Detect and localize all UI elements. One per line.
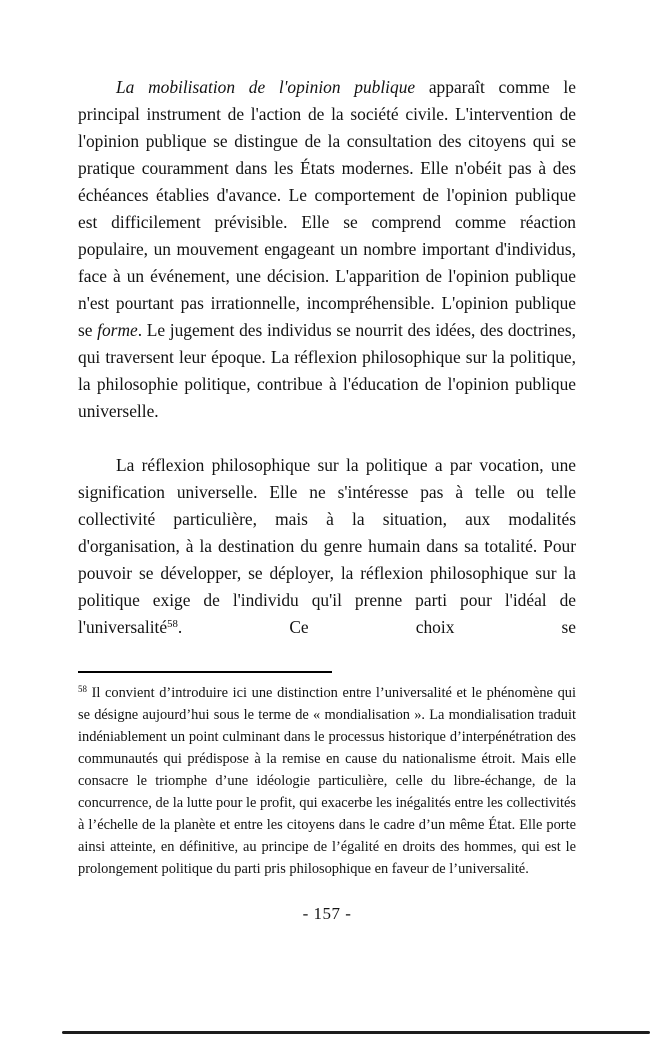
body-text: . Ce choix se	[177, 617, 576, 637]
paragraph-1	[78, 74, 576, 425]
body-text: . Le jugement des individus se nourrit des idées, des doctrines, qui traversent leur époque. La réflexion philosophique sur la politique, la philosophie politique, contribue à l'éducation de l'opinion publique universelle.	[78, 320, 576, 421]
footnote-58	[78, 682, 576, 880]
footnote-number: 58	[78, 684, 87, 695]
paragraph-2	[78, 452, 576, 641]
footnote-reference: 58	[167, 618, 178, 631]
body-text: apparaît comme le principal instrument de l'action de la société civile. L'intervention de l'opinion publique se distingue de la consultation des citoyens qui se pratique couramment dans les États modernes. Elle n'obéit pas à des échéances établies d'avance. Le comportement de l'opinion publique est difficilement prévisible. Elle se comprend comme réaction populaire, un mouvement engageant un nombre important d'individus, face à un événement, une décision. L'apparition de l'opinion publique n'est pourtant pas irrationnelle, incompréhensible. L'opinion publique se	[78, 77, 576, 340]
body-text: La réflexion philosophique sur la politique a par vocation, une signification universelle. Elle ne s'intéresse pas à telle ou telle collectivité particulière, mais à la situation, aux modalités d'organisation, à la destination du genre humain dans sa totalité. Pour pouvoir se développer, se déployer, la réflexion philosophique sur la politique exige de l'individu qu'il prenne parti pour l'idéal de l'universalité	[78, 455, 576, 637]
page-number: - 157 -	[302, 904, 352, 923]
italic-phrase: La mobilisation de l'opinion publique	[116, 77, 416, 97]
scan-artifact-line	[62, 1031, 650, 1034]
footnote-separator-rule	[78, 671, 332, 673]
italic-word: forme	[97, 320, 138, 340]
footnote-text: Il convient d’introduire ici une distinction entre l’universalité et le phénomène qui se désigne aujourd’hui sous le terme de « mondialisation ». La mondialisation traduit indéniablement un point culminant dans le processus historique d’interpénétration des communautés qui prédispose à la remise en cause du nationalisme étroit. Mais elle consacre le triomphe d’une idéologie particulière, celle du libre-échange, de la concurrence, de la lutte pour le profit, qui exacerbe les inégalités entre les collectivités à l’échelle de la planète et entre les citoyens dans le cadre d’un même État. Elle porte ainsi atteinte, en définitive, au principe de l’égalité en droits des hommes, qui est le prolongement politique du parti pris philosophique en faveur de l’universalité.	[78, 685, 576, 877]
main-text	[78, 74, 576, 641]
footnote-area	[78, 671, 576, 880]
